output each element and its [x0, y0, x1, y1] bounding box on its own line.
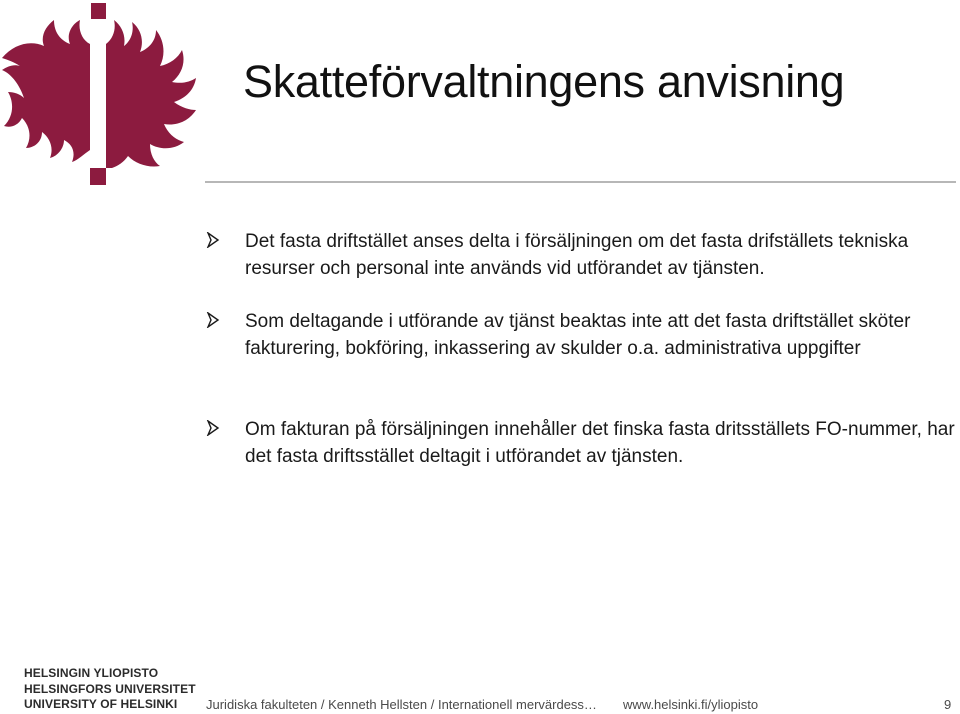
university-name-swedish: HELSINGFORS UNIVERSITET [24, 681, 196, 696]
university-flame-logo-icon [0, 0, 200, 190]
university-name-finnish: HELSINGIN YLIOPISTO [24, 666, 159, 680]
university-name-block [24, 666, 204, 713]
arrow-bullet-icon [205, 420, 221, 436]
bullet-text: Om fakturan på försäljningen innehåller det finska fasta dritsställets FO-nummer, har det fasta driftsstället deltagit i utförandet av tjänsten. [245, 419, 955, 467]
bullet-text: Som deltagande i utförande av tjänst beaktas inte att det fasta driftstället sköter fakturering, bokföring, inkassering av skulder o.a. administrativa uppgifter [245, 311, 911, 359]
university-name-english: UNIVERSITY OF HELSINKI [24, 697, 178, 711]
arrow-bullet-icon [205, 232, 221, 248]
slide-title: Skatteförvaltningens anvisning [243, 56, 845, 107]
footer-presentation-info: Juridiska fakulteten / Kenneth Hellsten / Internationell mervärdess… [206, 697, 597, 712]
page-number: 9 [944, 697, 952, 712]
arrow-bullet-icon [205, 312, 221, 328]
footer-url: www.helsinki.fi/yliopisto [623, 697, 759, 712]
title-divider [205, 181, 956, 183]
bullet-text: Det fasta driftstället anses delta i försäljningen om det fasta drifställets tekniska resurser och personal inte används vid utförandet av tjänsten. [245, 231, 909, 279]
